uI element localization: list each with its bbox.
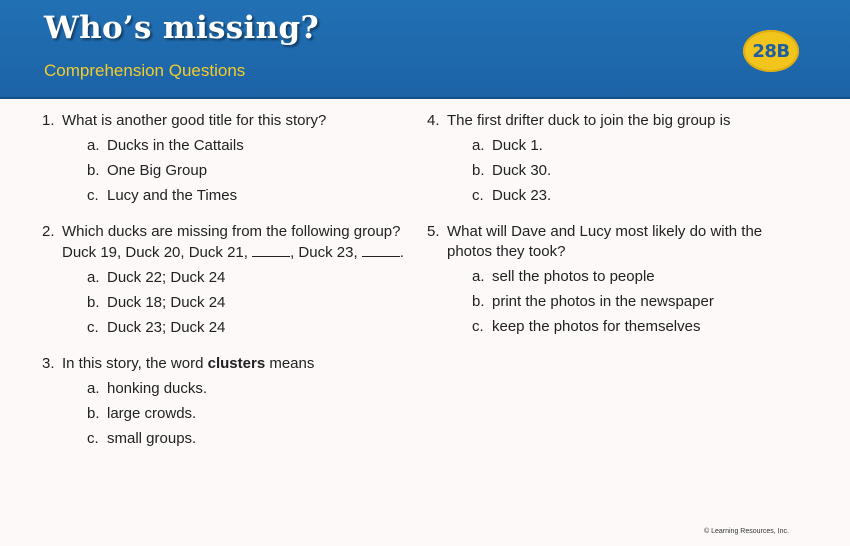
option-text: print the photos in the newspaper xyxy=(492,293,714,310)
option-letter: b. xyxy=(472,293,485,310)
option-text: Duck 18; Duck 24 xyxy=(107,294,226,311)
option-letter: c. xyxy=(87,430,99,447)
answer-option xyxy=(62,379,422,399)
header-banner xyxy=(0,0,850,99)
question-text-part: . xyxy=(399,244,404,261)
option-letter: b. xyxy=(87,405,100,422)
answer-option xyxy=(447,136,807,156)
option-text: Duck 23. xyxy=(492,187,552,204)
answer-options xyxy=(62,379,422,449)
option-letter: a. xyxy=(472,137,485,154)
option-letter: c. xyxy=(87,319,99,336)
answer-option xyxy=(62,293,422,313)
answer-option xyxy=(62,161,422,181)
answer-option xyxy=(62,268,422,288)
option-text: large crowds. xyxy=(107,405,197,422)
left-column xyxy=(42,111,422,465)
question-3 xyxy=(42,354,422,449)
vocabulary-word: clusters xyxy=(207,355,266,372)
question-5 xyxy=(427,222,807,337)
answer-option xyxy=(62,429,422,449)
option-text: sell the photos to people xyxy=(492,268,655,285)
option-letter: c. xyxy=(472,187,484,204)
question-1 xyxy=(42,111,422,206)
question-2 xyxy=(42,222,422,338)
option-text: keep the photos for themselves xyxy=(492,318,701,335)
option-text: One Big Group xyxy=(107,162,208,179)
option-letter: c. xyxy=(87,187,99,204)
question-number: 3. xyxy=(42,355,55,372)
question-text xyxy=(62,222,422,263)
question-text-part: means xyxy=(265,355,315,372)
option-letter: c. xyxy=(472,318,484,335)
page-subtitle: Comprehension Questions xyxy=(44,61,246,80)
question-number: 4. xyxy=(427,112,440,129)
answer-options xyxy=(447,267,807,337)
question-number: 5. xyxy=(427,223,440,240)
answer-options xyxy=(62,136,422,206)
question-text: What will Dave and Lucy most likely do with the photos they took? xyxy=(447,223,763,260)
option-letter: a. xyxy=(87,269,100,286)
copyright-notice: © Learning Resources, Inc. xyxy=(704,528,789,535)
question-text-part: , Duck 23, xyxy=(290,244,358,261)
answer-options xyxy=(62,268,422,338)
answer-option xyxy=(447,161,807,181)
page-title: Who’s missing? xyxy=(44,10,319,46)
option-letter: a. xyxy=(87,137,100,154)
option-letter: a. xyxy=(87,380,100,397)
option-letter: a. xyxy=(472,268,485,285)
option-text: Duck 30. xyxy=(492,162,552,179)
question-number: 1. xyxy=(42,112,55,129)
option-text: Lucy and the Times xyxy=(107,187,238,204)
card-number-badge: 28B xyxy=(743,30,799,72)
option-text: Duck 22; Duck 24 xyxy=(107,269,226,286)
answer-blank xyxy=(252,242,290,257)
option-text: Duck 1. xyxy=(492,137,543,154)
option-text: honking ducks. xyxy=(107,380,208,397)
option-text: Ducks in the Cattails xyxy=(107,137,244,154)
question-text: The first drifter duck to join the big group is xyxy=(447,112,731,129)
question-4 xyxy=(427,111,807,206)
answer-option xyxy=(447,317,807,337)
option-text: small groups. xyxy=(107,430,197,447)
answer-option xyxy=(447,186,807,206)
answer-blank xyxy=(362,242,400,257)
answer-option xyxy=(62,136,422,156)
question-text-part: Which ducks are missing from the following group? Duck 19, Duck 20, Duck 21, xyxy=(62,223,401,261)
answer-option xyxy=(62,404,422,424)
answer-option xyxy=(62,186,422,206)
option-text: Duck 23; Duck 24 xyxy=(107,319,226,336)
answer-option xyxy=(62,318,422,338)
answer-option xyxy=(447,267,807,287)
question-number: 2. xyxy=(42,223,55,240)
option-letter: b. xyxy=(87,162,100,179)
question-text-part: In this story, the word xyxy=(62,355,208,372)
answer-option xyxy=(447,292,807,312)
question-text xyxy=(62,354,422,374)
question-text: What is another good title for this story? xyxy=(62,112,327,129)
option-letter: b. xyxy=(87,294,100,311)
answer-options xyxy=(447,136,807,206)
right-column xyxy=(427,111,807,353)
option-letter: b. xyxy=(472,162,485,179)
